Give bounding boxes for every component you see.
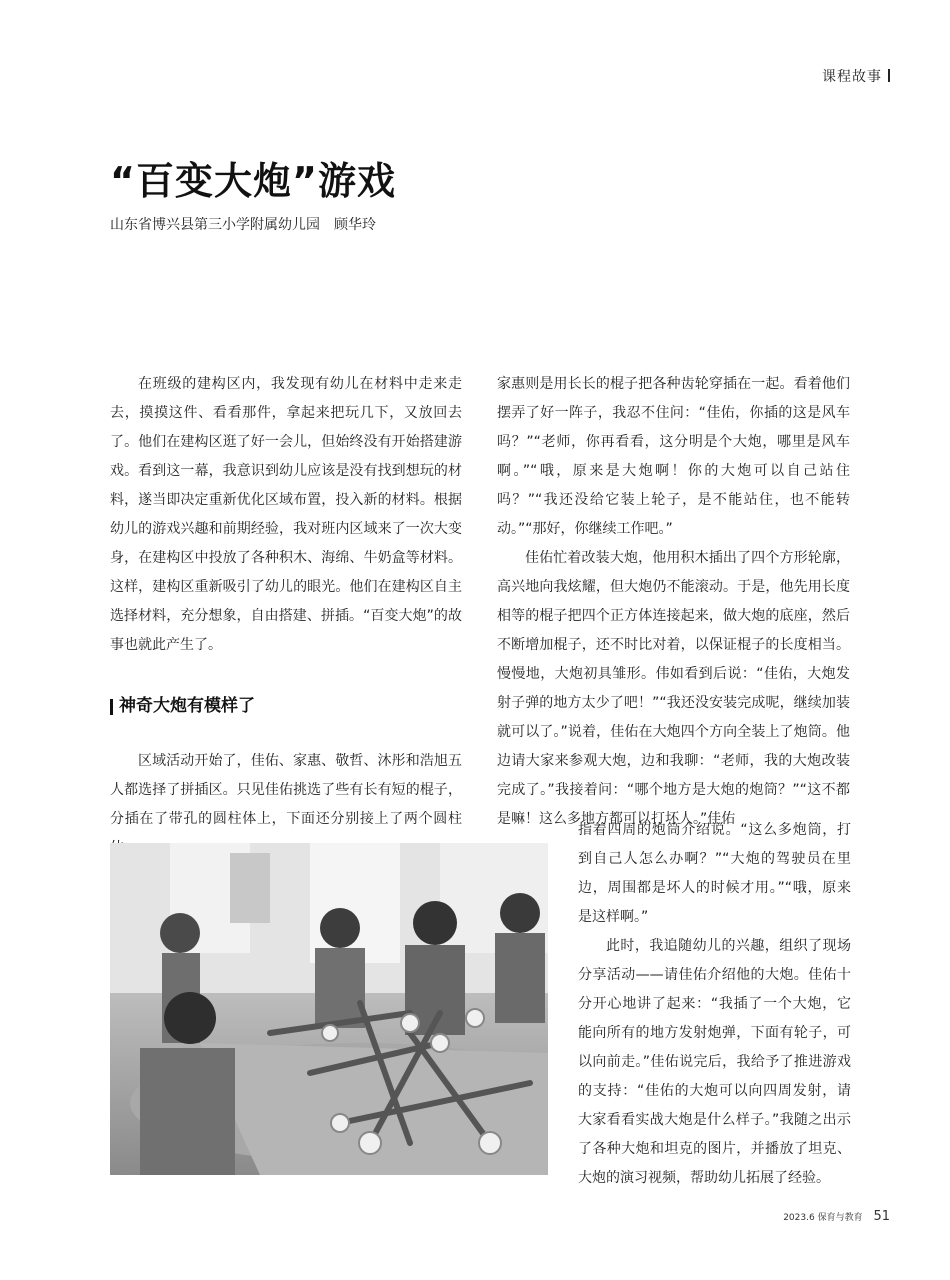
heading-bar [110,699,113,715]
paragraph: 在班级的建构区内，我发现有幼儿在材料中走来走去，摸摸这件、看看那件，拿起来把玩几下，又放回去了。他们在建构区逛了好一会儿，但始终没有开始搭建游戏。看到这一幕，我意识到幼儿应该是没有找到想玩的材料，遂当即决定重新优化区域布置，投入新的材料。根据幼儿的游戏兴趣和前期经验，我对班内区域来了一次大变身，在建构区中投放了各种积木、海绵、牛奶盒等材料。这样，建构区重新吸引了幼儿的眼光。他们在建构区自主选择材料，充分想象，自由搭建、拼插。“百变大炮”的故事也就此产生了。 [110,376,462,653]
section-label-text: 课程故事 [822,69,882,85]
paragraph: 此时，我追随幼儿的兴趣，组织了现场分享活动——请佳佑介绍他的大炮。佳佑十分开心地讲了起来：“我插了一个大炮，它能向所有的地方发射炮弹，下面有轮子，可以向前走。”佳佑说完后，我给予了推进游戏的支持：“佳佑的大炮可以向四周发射，请大家看看实战大炮是什么样子。”我随之出示了各种大炮和坦克的图片，并播放了坦克、大炮的演习视频，帮助幼儿拓展了经验。 [578,938,851,1186]
classroom-photo [110,843,548,1175]
paragraph: 家惠则是用长长的棍子把各种齿轮穿插在一起。看着他们摆弄了好一阵子，我忍不住问：“佳佑，你插的这是风车吗？”“老师，你再看看，这分明是个大炮，哪里是风车啊。”“哦，原来是大炮啊！你的大炮可以自己站住吗？”“我还没给它装上轮子，是不能站住，也不能转动。”“那好，你继续工作吧。” [497,376,850,537]
institution: 山东省博兴县第三小学附属幼儿园 [110,217,320,233]
right-column-lower [578,816,851,1193]
right-column [497,370,850,834]
paragraph: 指着四周的炮筒介绍说。“这么多炮筒，打到自己人怎么办啊？”“大炮的驾驶员在里边，周围都是坏人的时候才用。”“哦，原来是这样啊。” [578,822,851,925]
paragraph: 区域活动开始了，佳佑、家惠、敬哲、沐彤和浩旭五人都选择了拼插区。只见佳佑挑选了些有长有短的棍子，分插在了带孔的圆柱体上，下面还分别接上了两个圆柱 [110,753,462,827]
page-number: 51 [873,1209,890,1224]
article-title: “百变大炮”游戏 [110,159,396,203]
left-column [110,370,462,863]
page-footer [783,1209,890,1224]
byline [110,214,376,234]
section-heading-text: 神奇大炮有模样了 [119,696,255,716]
issue-number: 2023.6 [783,1213,815,1223]
author: 顾华玲 [334,217,376,233]
journal-name: 保育与教育 [817,1213,863,1223]
section-divider [888,69,890,82]
section-label [822,66,890,86]
paragraph: 佳佑忙着改装大炮，他用积木插出了四个方形轮廓，高兴地向我炫耀，但大炮仍不能滚动。于是，他先用长度相等的棍子把四个正方体连接起来，做大炮的底座，然后不断增加棍子，还不时比对着，以保证棍子的长度相当。慢慢地，大炮初具雏形。伟如看到后说：“佳佑，大炮发射子弹的地方太少了吧！”“我还没安装完成呢，继续加装就可以了。”说着，佳佑在大炮四个方向全装上了炮筒。他边请大家来参观大炮，边和我聊：“老师，我的大炮改装完成了。”我接着问：“哪个地方是大炮的炮筒？”“这不都是嘛！这么多地方都可以打坏人。”佳佑 [497,550,850,827]
photo-illustration [110,843,548,1175]
section-heading [110,692,462,721]
